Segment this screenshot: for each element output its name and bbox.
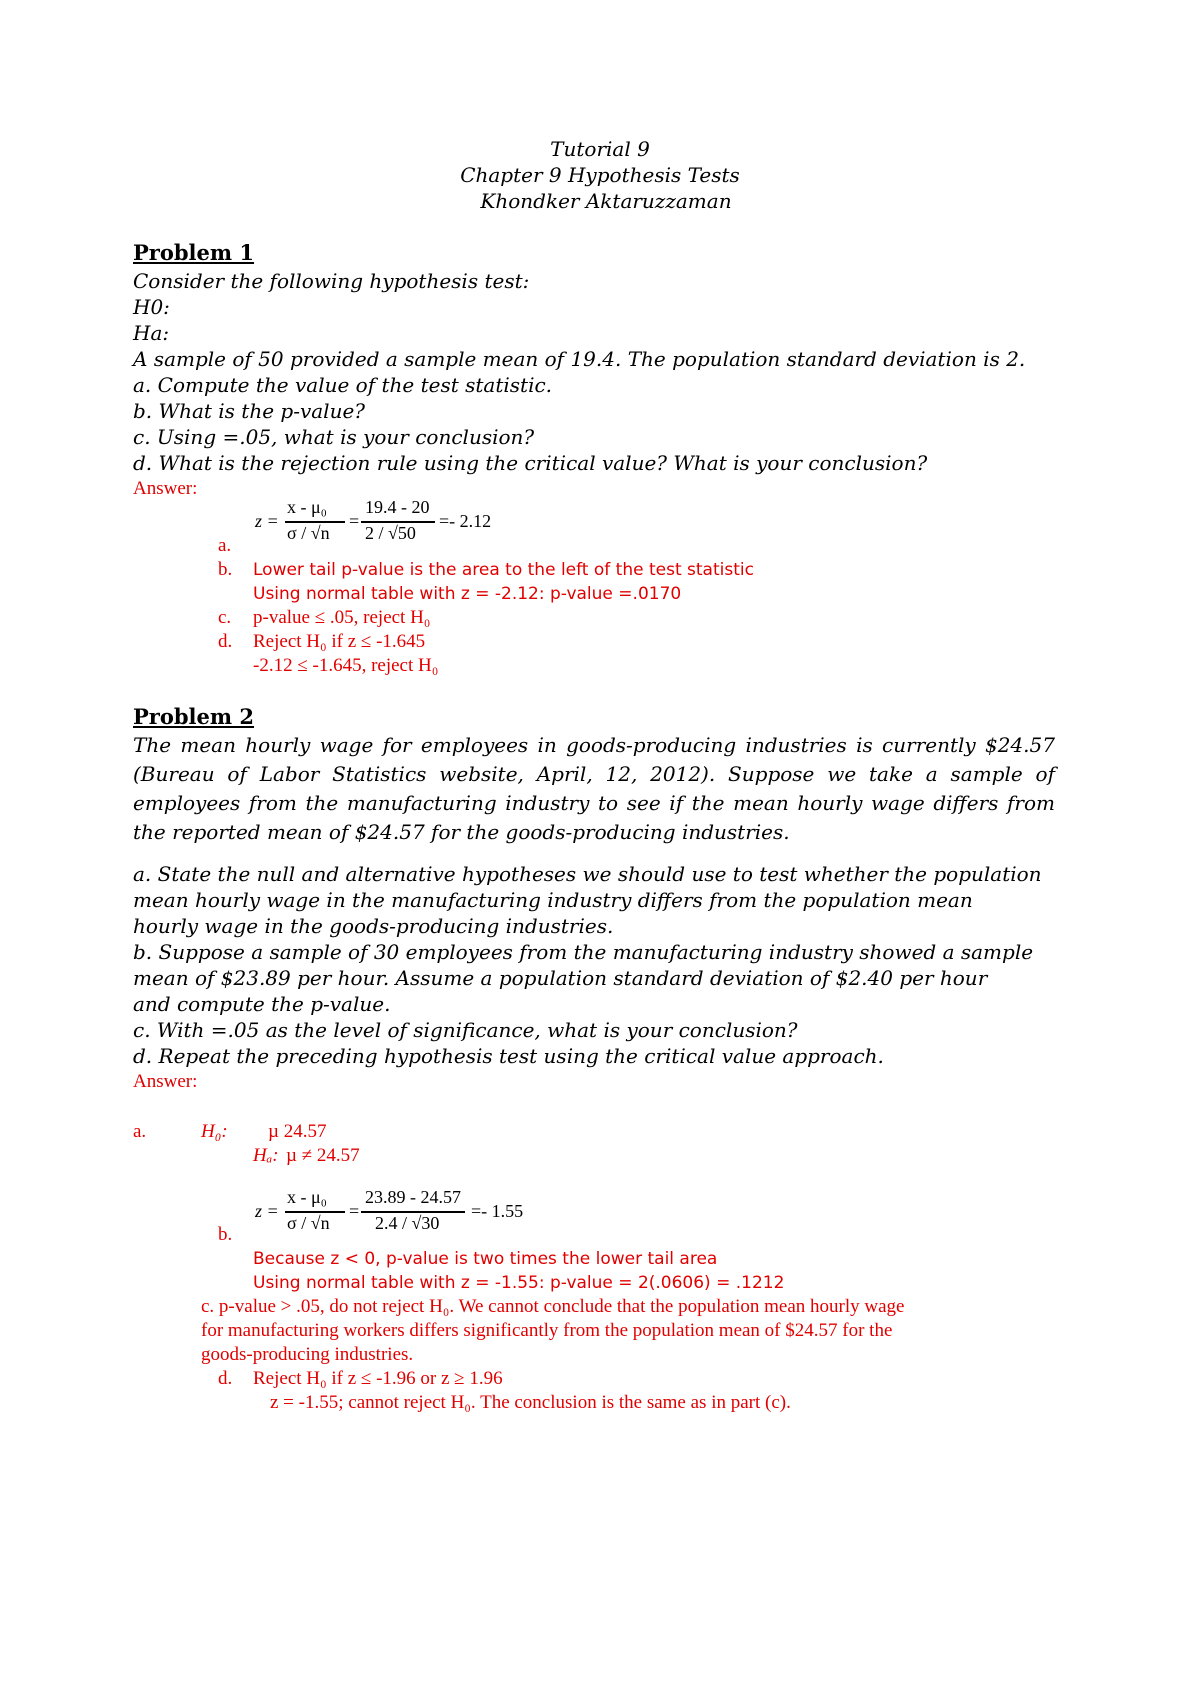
- problem2-a-label: a.: [133, 1121, 147, 1142]
- problem1-d-line2: -2.12 ≤ -1.645, reject H₀: [253, 655, 439, 676]
- doc-chapter: Chapter 9 Hypothesis Tests: [460, 163, 740, 187]
- problem1-answer-label: Answer:: [133, 478, 198, 499]
- problem2-b-line2: Using normal table with z = -1.55: p-value = 2(.0606) = .1212: [253, 1273, 785, 1293]
- formula-eq: =: [349, 511, 360, 531]
- formula-result: =- 2.12: [439, 511, 492, 531]
- problem1-line: b. What is the p-value?: [133, 399, 366, 423]
- problem1-b-line1: Lower tail p-value is the area to the left of the test statistic: [253, 560, 754, 580]
- formula-den1: σ / √n: [287, 523, 330, 543]
- problem2-heading: Problem 2: [133, 704, 255, 729]
- problem1-line: Consider the following hypothesis test:: [133, 269, 530, 293]
- problem2-answer-label: Answer:: [133, 1071, 198, 1092]
- formula-num2: 19.4 - 20: [365, 497, 430, 517]
- problem1-line: a. Compute the value of the test statistic.: [133, 373, 553, 397]
- problem2-c-line1: c. p-value > .05, do not reject H₀. We cannot conclude that the population mean hourly wage: [201, 1296, 905, 1317]
- problem2-d-line1: Reject H₀ if z ≤ -1.96 or z ≥ 1.96: [253, 1368, 503, 1389]
- formula-num1: x - μ₀: [287, 1187, 327, 1207]
- formula-eq: =: [349, 1201, 360, 1221]
- problem1-b-label: b.: [218, 559, 233, 580]
- problem1-d-label: d.: [218, 631, 233, 652]
- problem2-line: mean of $23.89 per hour. Assume a population standard deviation of $2.40 per hour: [133, 966, 988, 990]
- formula-z: z =: [255, 1201, 279, 1221]
- problem1-b-line2: Using normal table with z = -2.12: p-value =.0170: [253, 584, 682, 604]
- problem1-line: c. Using =.05, what is your conclusion?: [133, 425, 535, 449]
- problem1-line: H0:: [133, 295, 170, 319]
- problem1-line: A sample of 50 provided a sample mean of 19.4. The population standard deviation is 2.: [133, 347, 1026, 371]
- problem1-d-line1: Reject H₀ if z ≤ -1.645: [253, 631, 426, 652]
- problem1-line: d. What is the rejection rule using the critical value? What is your conclusion?: [133, 451, 928, 475]
- problem2-line: a. State the null and alternative hypotheses we should use to test whether the population: [133, 862, 1042, 886]
- problem1-c-label: c.: [218, 607, 232, 628]
- formula-den2: 2 / √50: [365, 523, 416, 543]
- problem2-line: c. With =.05 as the level of significance, what is your conclusion?: [133, 1018, 798, 1042]
- formula-num1: x - μ₀: [287, 497, 327, 517]
- problem2-line: b. Suppose a sample of 30 employees from the manufacturing industry showed a sample: [133, 940, 1034, 964]
- problem2-d-line2: z = -1.55; cannot reject H₀. The conclusion is the same as in part (c).: [270, 1392, 791, 1413]
- problem2-ha-label: Hₐ:: [253, 1145, 279, 1166]
- problem2-intro: The mean hourly wage for employees in goods-producing industries is currently $24.57 (Bureau of Labor Statistics website, April, 12, 2012). Suppose we take a sample of employees from the manufacturing industry to see if the mean hourly wage differs from the reported mean of $24.57 for the goods-producing industries.: [133, 733, 1055, 844]
- problem2-c-line3: goods-producing industries.: [201, 1344, 414, 1365]
- formula-den2: 2.4 / √30: [375, 1213, 440, 1233]
- formula-z: z =: [255, 511, 279, 531]
- problem1-c-line: p-value ≤ .05, reject H₀: [253, 607, 431, 628]
- doc-title: Tutorial 9: [550, 137, 650, 161]
- formula-num2: 23.89 - 24.57: [365, 1187, 461, 1207]
- formula-result: =- 1.55: [471, 1201, 524, 1221]
- problem1-formula: [255, 497, 555, 557]
- problem2-ha-value: µ ≠ 24.57: [286, 1145, 360, 1166]
- problem2-b-label: b.: [218, 1224, 233, 1245]
- problem2-line: mean hourly wage in the manufacturing industry differs from the population mean: [133, 888, 973, 912]
- problem2-b-line1: Because z < 0, p-value is two times the lower tail area: [253, 1249, 718, 1269]
- problem1-line: Ha:: [133, 321, 170, 345]
- problem2-line: d. Repeat the preceding hypothesis test using the critical value approach.: [133, 1044, 884, 1068]
- problem1-heading: Problem 1: [133, 240, 255, 265]
- doc-author: Khondker Aktaruzzaman: [480, 189, 732, 213]
- problem2-h0-value: µ 24.57: [268, 1121, 327, 1142]
- problem2-line: hourly wage in the goods-producing industries.: [133, 914, 614, 938]
- problem2-formula: [255, 1187, 575, 1247]
- problem1-a-label: a.: [218, 535, 232, 556]
- problem2-h0-label: H₀:: [201, 1121, 228, 1142]
- problem2-c-line2: for manufacturing workers differs significantly from the population mean of $24.57 for the: [201, 1320, 893, 1341]
- formula-den1: σ / √n: [287, 1213, 330, 1233]
- problem2-d-label: d.: [218, 1368, 233, 1389]
- problem2-line: and compute the p-value.: [133, 992, 391, 1016]
